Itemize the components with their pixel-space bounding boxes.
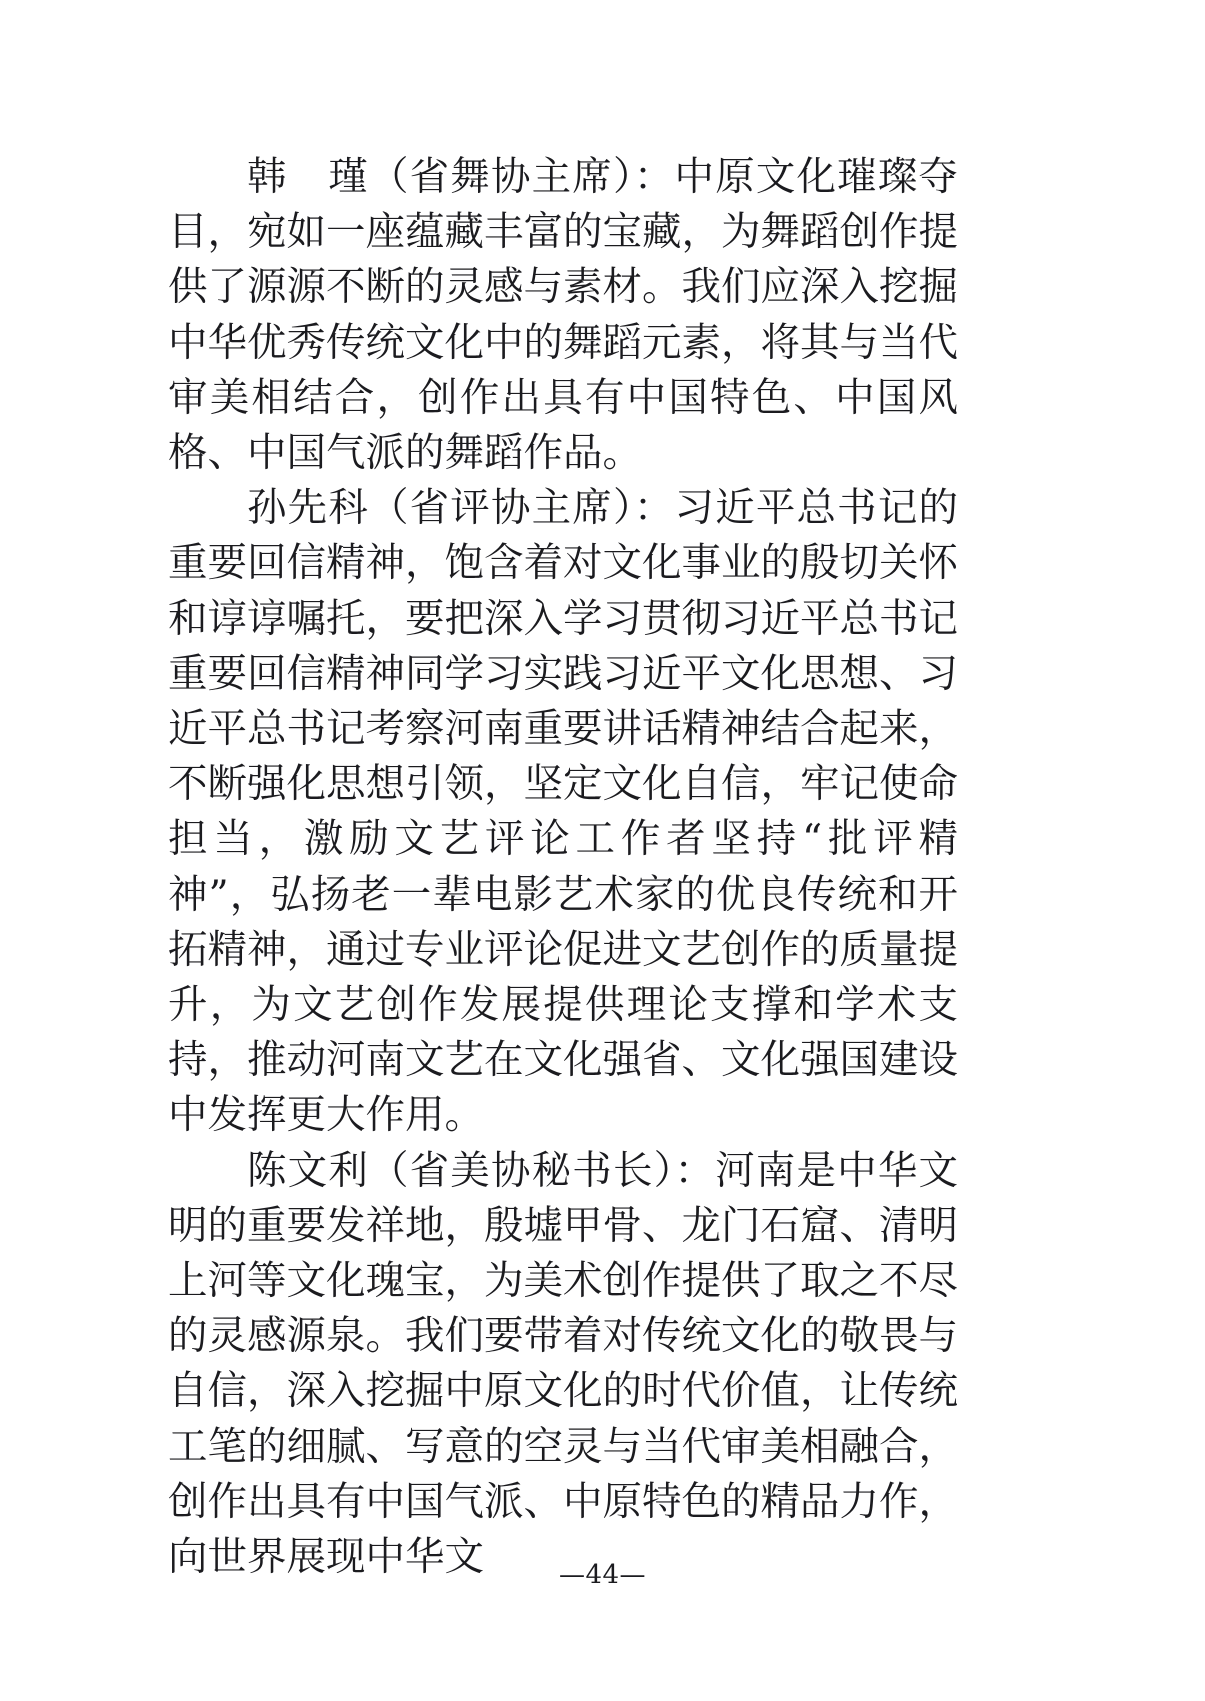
paragraph-speaker-han-jin: 韩 瑾（省舞协主席）：中原文化璀璨夺目，宛如一座蕴藏丰富的宝藏，为舞蹈创作提供了源源不断的灵感与素材。我们应深入挖掘中华优秀传统文化中的舞蹈元素，将其与当代审美相结合，创作出具有中国特色、中国风格、中国气派的舞蹈作品。 bbox=[168, 154, 958, 477]
page-number: —44— bbox=[558, 1560, 647, 1590]
page-body-text-column bbox=[168, 150, 958, 1585]
paragraph-speaker-chen-wenli: 陈文利（省美协秘书长）：河南是中华文明的重要发祥地，殷墟甲骨、龙门石窟、清明上河等文化瑰宝，为美术创作提供了取之不尽的灵感源泉。我们要带着对传统文化的敬畏与自信，深入挖掘中原文化的时代价值，让传统工笔的细腻、写意的空灵与当代审美相融合，创作出具有中国气派、中原特色的精品力作，向世界展现中华文 bbox=[168, 1147, 958, 1581]
paragraph-speaker-sun-xianke: 孙先科（省评协主席）：习近平总书记的重要回信精神，饱含着对文化事业的殷切关怀和谆谆嘱托，要把深入学习贯彻习近平总书记重要回信精神同学习实践习近平文化思想、习近平总书记考察河南重要讲话精神结合起来，不断强化思想引领，坚定文化自信，牢记使命担当，激励文艺评论工作者坚持“批评精神”，弘扬老一辈电影艺术家的优良传统和开拓精神，通过专业评论促进文艺创作的质量提升，为文艺创作发展提供理论支撑和学术支持，推动河南文艺在文化强省、文化强国建设中发挥更大作用。 bbox=[168, 485, 958, 1139]
